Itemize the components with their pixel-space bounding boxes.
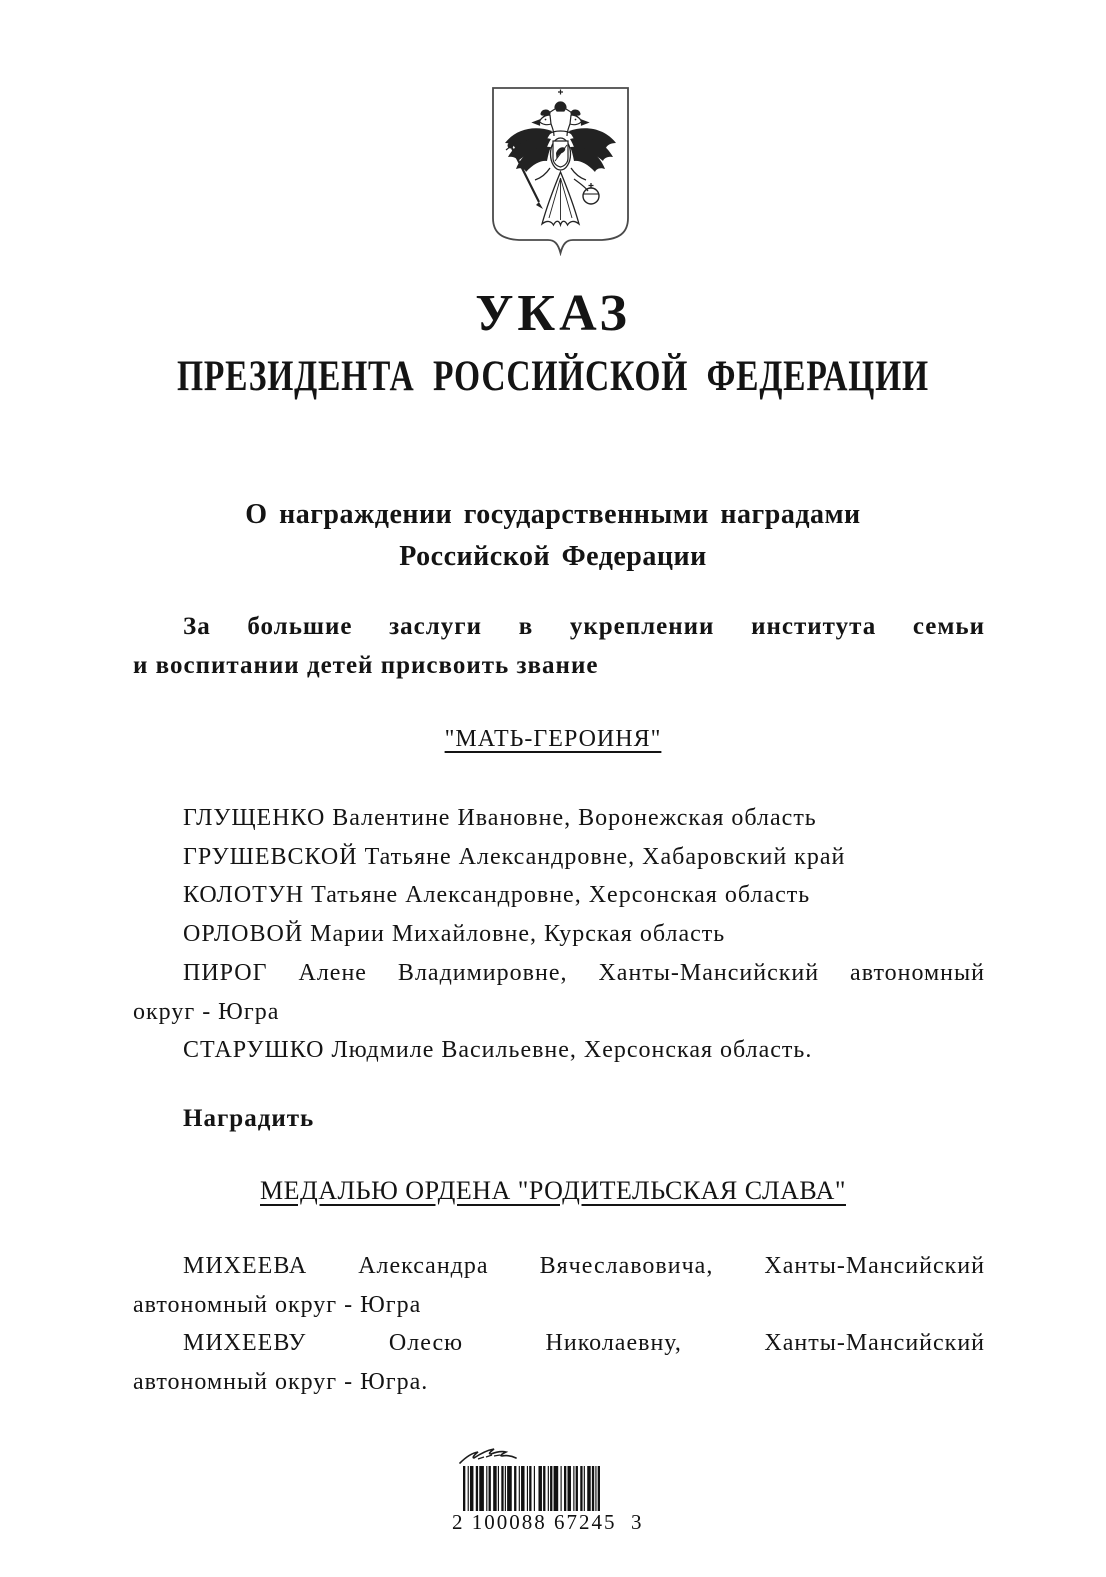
recipient-line-continuation: округ - Югра [133,998,280,1025]
medal-recipient-line: МИХЕЕВУ Олесю Николаевну, Ханты-Мансийский [183,1330,985,1357]
decree-title: УКАЗ [475,285,631,342]
decree-subject [0,494,1106,578]
medal-recipient-list [133,1247,985,1402]
scribble-mark [458,1443,518,1467]
medal-recipient-line-continuation: автономный округ - Югра [133,1291,422,1318]
honorary-title-heading: "МАТЬ-ГЕРОИНЯ" [444,726,662,752]
preamble-line-2: и воспитании детей присвоить звание [133,652,599,679]
preamble-line-1: За большие заслуги в укреплении института семьи [183,613,985,640]
decree-preamble [133,607,985,685]
recipient-line: ОРЛОВОЙ Марии Михайловне, Курская область [183,921,726,948]
award-action-row [133,1100,985,1139]
russian-coat-of-arms-icon [489,84,632,256]
recipient-line: ГРУШЕВСКОЙ Татьяне Александровне, Хабаровский край [183,843,846,870]
medal-heading: МЕДАЛЬЮ ОРДЕНА "РОДИТЕЛЬСКАЯ СЛАВА" [260,1176,846,1205]
barcode [463,1466,600,1511]
recipient-line: ГЛУЩЕНКО Валентине Ивановне, Воронежская область [183,805,817,831]
barcode-number: 2 100088 67245 3 [452,1510,644,1534]
medal-recipient-line-continuation: автономный округ - Югра. [133,1369,429,1396]
recipient-line: ПИРОГ Алене Владимировне, Ханты-Мансийский автономный [183,959,985,986]
decree-subtitle-row [0,352,1106,401]
subject-line-2: Российской Федерации [399,541,707,572]
decree-subtitle: ПРЕЗИДЕНТА РОССИЙСКОЙ ФЕДЕРАЦИИ [177,353,929,400]
recipient-line: СТАРУШКО Людмиле Васильевне, Херсонская область. [183,1037,813,1064]
award-action-label: Наградить [183,1105,315,1132]
mother-heroine-list [133,799,985,1070]
subject-line-1: О награждении государственными наградами [245,499,861,530]
recipient-line: КОЛОТУН Татьяне Александровне, Херсонская область [183,882,811,909]
medal-recipient-line: МИХЕЕВА Александра Вячеславовича, Ханты-Мансийский [183,1253,985,1279]
